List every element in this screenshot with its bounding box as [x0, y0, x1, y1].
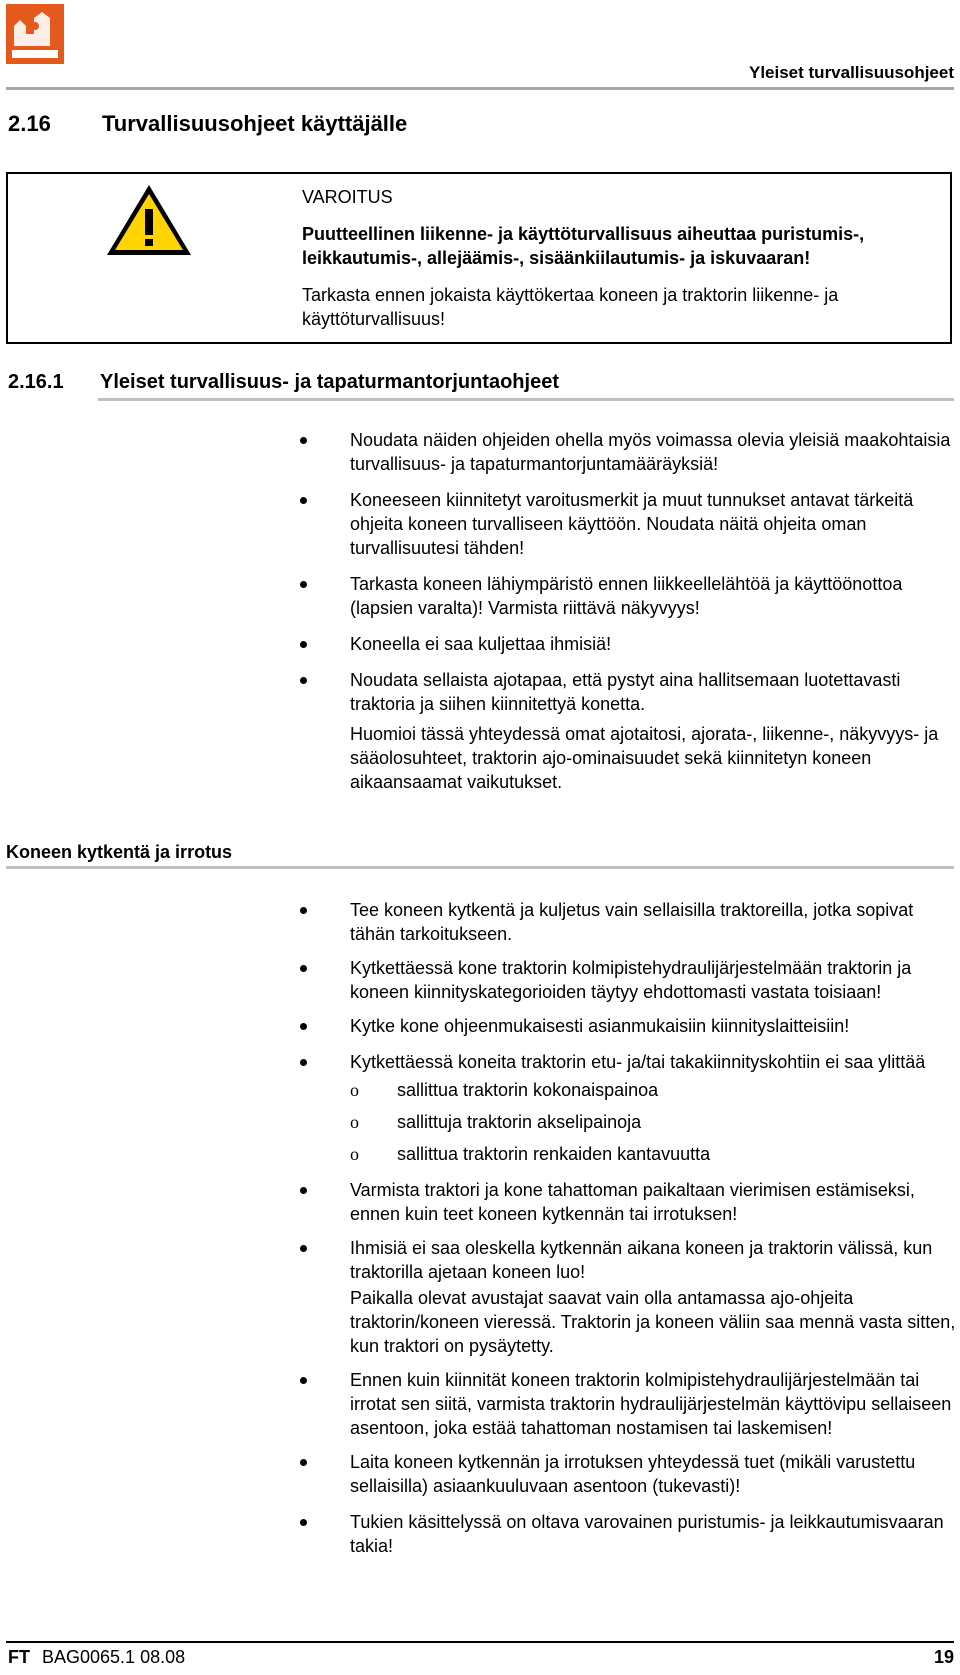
list-item: Varmista traktori ja kone tahattoman paikaltaan vierimisen estämiseksi, ennen kuin teet koneen kytkennän tai irrotuksen! [300, 1178, 956, 1226]
warning-heading: VAROITUS [302, 187, 393, 207]
bullet-icon [300, 1023, 307, 1030]
page-number: 19 [933, 1647, 954, 1667]
sub-list-item: o sallittuja traktorin akselipainoja [350, 1112, 642, 1132]
list-item: Kytke kone ohjeenmukaisesti asianmukaisiin kiinnityslaitteisiin! [300, 1014, 956, 1038]
list-item: Ennen kuin kiinnität koneen traktorin kolmipistehydraulijärjestelmään tai irrotat sen siitä, varmista traktorin hydraulijärjestelmän käyttövipu sellaiseen asentoon, joka estää tahattoman nostamisen tai laskemisen! [300, 1368, 956, 1440]
bullet-icon [300, 581, 307, 588]
bullet-icon [300, 1519, 307, 1526]
warning-text: Tarkasta ennen jokaista käyttökertaa koneen ja traktorin liikenne- ja käyttöturvallisuus! [302, 285, 839, 329]
subsection-title: Yleiset turvallisuus- ja tapaturmantorjuntaohjeet [100, 371, 559, 393]
bullet-icon [300, 497, 307, 504]
section-title [8, 111, 407, 137]
coupling-list [300, 898, 956, 1558]
sub-list [350, 1078, 956, 1166]
section-title-text: Turvallisuusohjeet käyttäjälle [102, 111, 408, 136]
footer-divider [6, 1641, 954, 1643]
bullet-icon [300, 641, 307, 648]
subsection-number: 2.16.1 [8, 371, 64, 393]
coupling-divider [6, 866, 954, 869]
list-item: Koneella ei saa kuljettaa ihmisiä! [300, 632, 956, 656]
list-item: Kytkettäessä kone traktorin kolmipistehydraulijärjestelmään traktorin ja koneen kiinnityskategorioiden täytyy ehdottomasti vastata toisiaan! [300, 956, 956, 1004]
footer-doc-number: BAG0065.1 08.08 [42, 1647, 186, 1667]
section-number: 2.16 [8, 111, 51, 136]
list-item: Ihmisiä ei saa oleskella kytkennän aikana koneen ja traktorin välissä, kun traktorilla ajetaan koneen luo! Paikalla olevat avustajat saavat vain olla antamassa ajo-ohjeita traktorin/koneen vieressä. Traktorin ja koneen väliin saa mennä vasta sitten, kun traktori on pysäytetty. [300, 1236, 956, 1358]
bullet-icon [300, 677, 307, 684]
coupling-heading: Koneen kytkentä ja irrotus [6, 842, 233, 862]
amazone-logo-icon [6, 4, 64, 64]
bullet-icon [300, 1059, 307, 1066]
bullet-icon [300, 1459, 307, 1466]
bullet-icon [300, 1187, 307, 1194]
warning-triangle-icon [104, 182, 194, 258]
footer-label: FT [8, 1647, 30, 1667]
sub-bullet-icon: o [350, 1080, 359, 1100]
bullet-icon [300, 1377, 307, 1384]
list-item: Noudata näiden ohjeiden ohella myös voimassa olevia yleisiä maakohtaisia turvallisuus- ja tapaturmantorjuntamääräyksiä! [300, 428, 956, 476]
sub-list-item: o sallittua traktorin kokonaispainoa [350, 1080, 659, 1100]
footer-doc-code [8, 1647, 185, 1668]
list-item: Laita koneen kytkennän ja irrotuksen yhteydessä tuet (mikäli varustettu sellaisilla) asiaankuuluvaan asentoon (tukevasti)! [300, 1450, 956, 1498]
sub-bullet-icon: o [350, 1112, 359, 1132]
list-item: Tarkasta koneen lähiympäristö ennen liikkeellelähtöä ja käyttöönottoa (lapsien varalta)! Varmista riittävä näkyvyys! [300, 572, 956, 620]
list-item-note: Huomioi tässä yhteydessä omat ajotaitosi, ajorata-, liikenne-, näkyvyys- ja sääolosuhteet, traktorin ajo-ominaisuudet sekä kiinnitetyn koneen aikaansaamat vaikutukset. [350, 724, 939, 792]
subsection-heading [8, 371, 559, 394]
subsection-divider [98, 398, 954, 401]
sub-list-item: o sallittua traktorin renkaiden kantavuutta [350, 1144, 711, 1164]
list-item: Noudata sellaista ajotapaa, että pystyt aina hallitsemaan luotettavasti traktoria ja siihen kiinnitettyä konetta. Huomioi tässä yhteydessä omat ajotaitosi, ajorata-, liikenne-, näkyvyys- ja sääolosuhteet, traktorin ajo-ominaisuudet sekä kiinnitetyn koneen aikaansaamat vaikutukset. [300, 668, 956, 794]
header-divider [6, 87, 954, 90]
warning-bold-text: Puutteellinen liikenne- ja käyttöturvallisuus aiheuttaa puristumis-, leikkautumis-, allejäämis-, sisäänkiilautumis- ja iskuvaaran! [302, 224, 865, 268]
list-item-note: Paikalla olevat avustajat saavat vain olla antamassa ajo-ohjeita traktorin/koneen vieressä. Traktorin ja koneen väliin saa mennä vasta sitten, kun traktori on pysäytetty. [350, 1288, 956, 1356]
general-safety-list [300, 428, 956, 794]
list-item: Kytkettäessä koneita traktorin etu- ja/tai takakiinnityskohtiin ei saa ylittää o sallittua traktorin kokonaispainoa o sallittuja traktorin akselipainoja o sallittua traktorin renkaiden kantavuutta [300, 1050, 956, 1166]
list-item: Koneeseen kiinnitetyt varoitusmerkit ja muut tunnukset antavat tärkeitä ohjeita koneen turvalliseen käyttöön. Noudata näitä ohjeita oman turvallisuutesi tähden! [300, 488, 956, 560]
bullet-icon [300, 437, 307, 444]
header-title: Yleiset turvallisuusohjeet [748, 63, 954, 82]
bullet-icon [300, 907, 307, 914]
bullet-icon [300, 965, 307, 972]
list-item: Tukien käsittelyssä on oltava varovainen puristumis- ja leikkautumisvaaran takia! [300, 1510, 956, 1558]
bullet-icon [300, 1245, 307, 1252]
list-item: Tee koneen kytkentä ja kuljetus vain sellaisilla traktoreilla, jotka sopivat tähän tarkoitukseen. [300, 898, 956, 946]
sub-bullet-icon: o [350, 1144, 359, 1164]
